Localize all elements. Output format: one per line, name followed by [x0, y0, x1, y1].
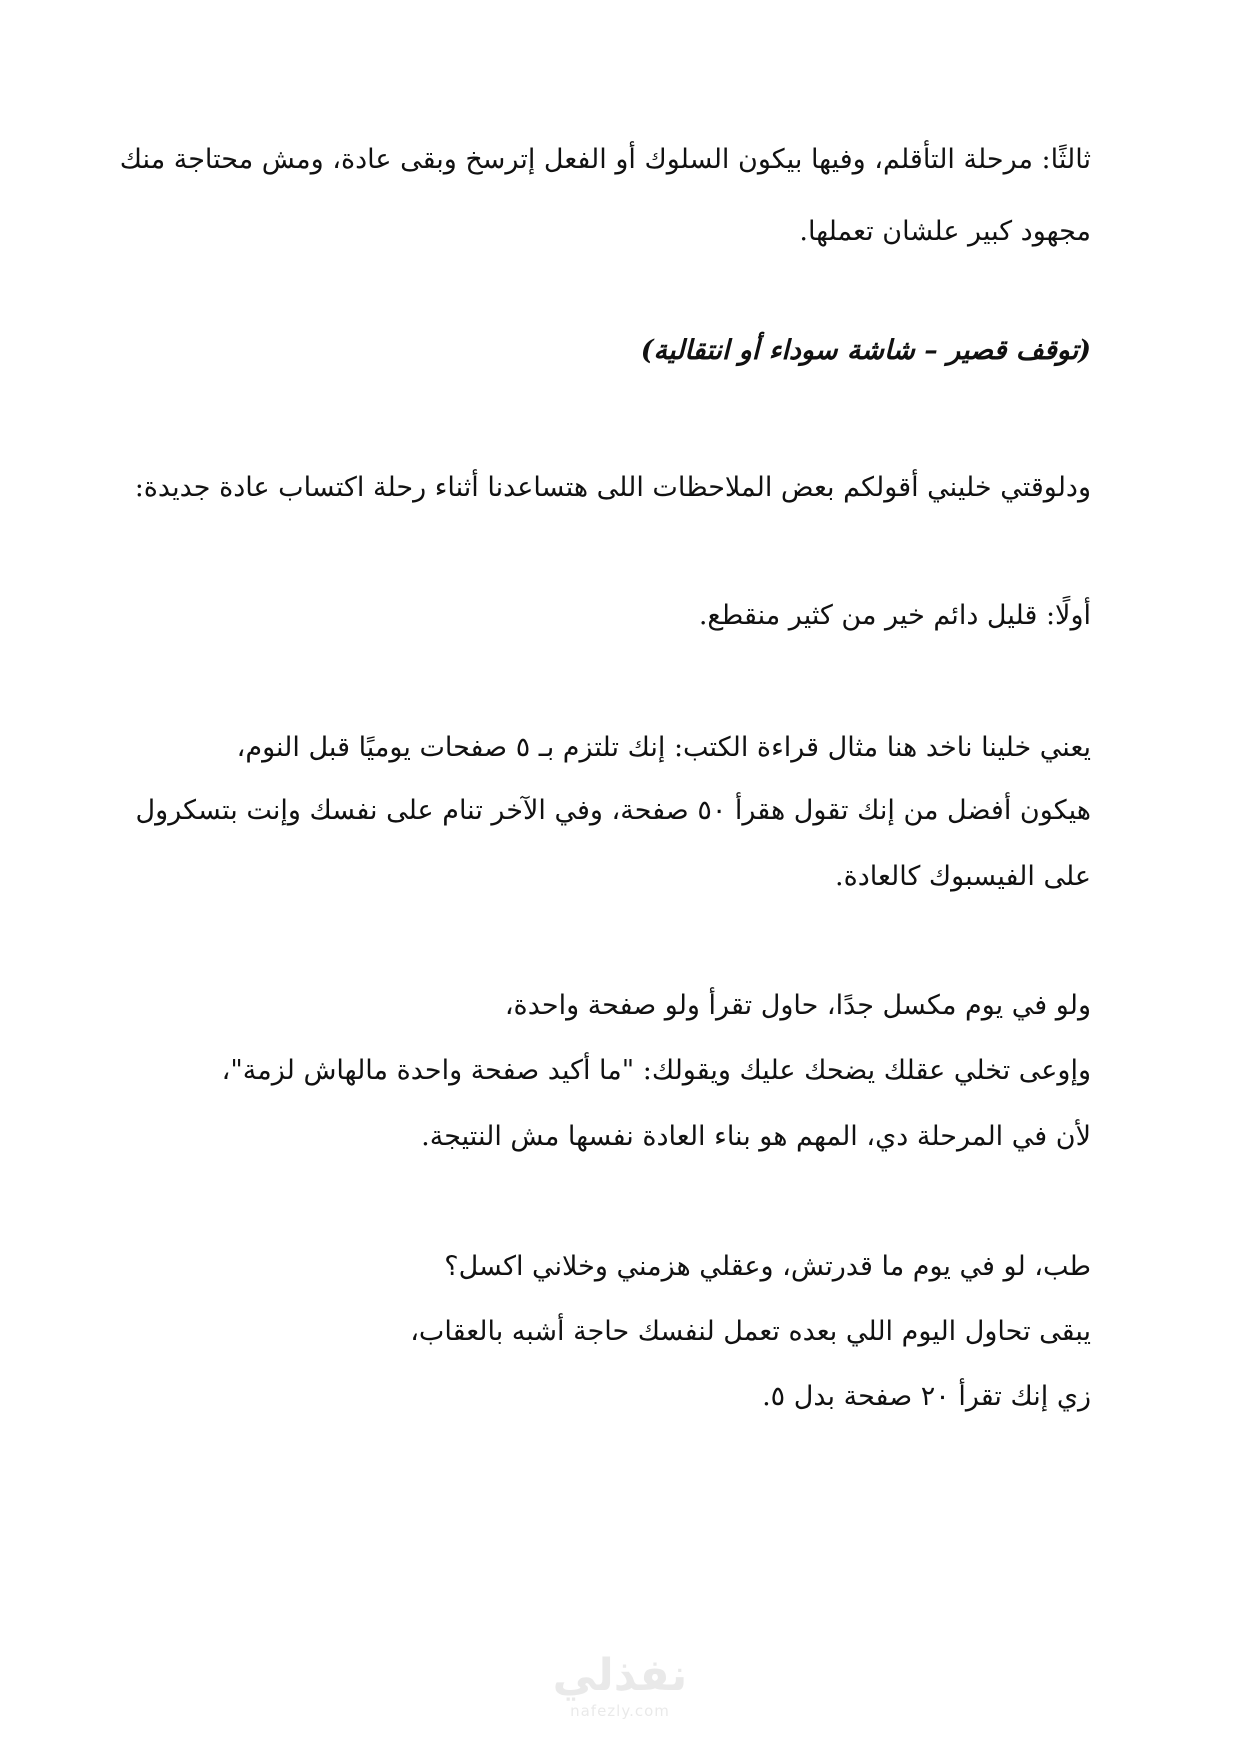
- paragraph-line: يبقى تحاول اليوم اللي بعده تعمل لنفسك حاجة أشبه بالعقاب،: [410, 1316, 1091, 1347]
- paragraph-line: مجهود كبير علشان تعملها.: [799, 216, 1091, 247]
- paragraph-line: لأن في المرحلة دي، المهم هو بناء العادة نفسها مش النتيجة.: [421, 1121, 1091, 1152]
- paragraph-line: ثالثًا: مرحلة التأقلم، وفيها بيكون السلوك أو الفعل إترسخ وبقى عادة، ومش محتاجة منك: [119, 144, 1091, 175]
- paragraph-line: طب، لو في يوم ما قدرتش، وعقلي هزمني وخلاني اكسل؟: [444, 1251, 1091, 1282]
- scene-direction-heading: (توقف قصير – شاشة سوداء أو انتقالية): [640, 335, 1091, 366]
- paragraph-line: يعني خلينا ناخد هنا مثال قراءة الكتب: إنك تلتزم بـ ٥ صفحات يوميًا قبل النوم،: [236, 732, 1091, 763]
- paragraph-line: ولو في يوم مكسل جدًا، حاول تقرأ ولو صفحة واحدة،: [504, 990, 1091, 1021]
- paragraph-line: وإوعى تخلي عقلك يضحك عليك ويقولك: "ما أكيد صفحة واحدة مالهاش لزمة"،: [221, 1055, 1091, 1086]
- paragraph-line: زي إنك تقرأ ٢٠ صفحة بدل ٥.: [762, 1381, 1091, 1412]
- paragraph-line: على الفيسبوك كالعادة.: [835, 861, 1091, 892]
- paragraph-line: أولًا: قليل دائم خير من كثير منقطع.: [698, 600, 1091, 631]
- paragraph-line: هيكون أفضل من إنك تقول هقرأ ٥٠ صفحة، وفي الآخر تنام على نفسك وإنت بتسكرول: [135, 795, 1091, 826]
- watermark-url: nafezly.com: [570, 1702, 670, 1720]
- watermark-brand: نفذلي: [552, 1650, 688, 1701]
- nafezly-watermark: [530, 1650, 710, 1740]
- paragraph-line: ودلوقتي خليني أقولكم بعض الملاحظات اللى هتساعدنا أثناء رحلة اكتساب عادة جديدة:: [134, 472, 1091, 503]
